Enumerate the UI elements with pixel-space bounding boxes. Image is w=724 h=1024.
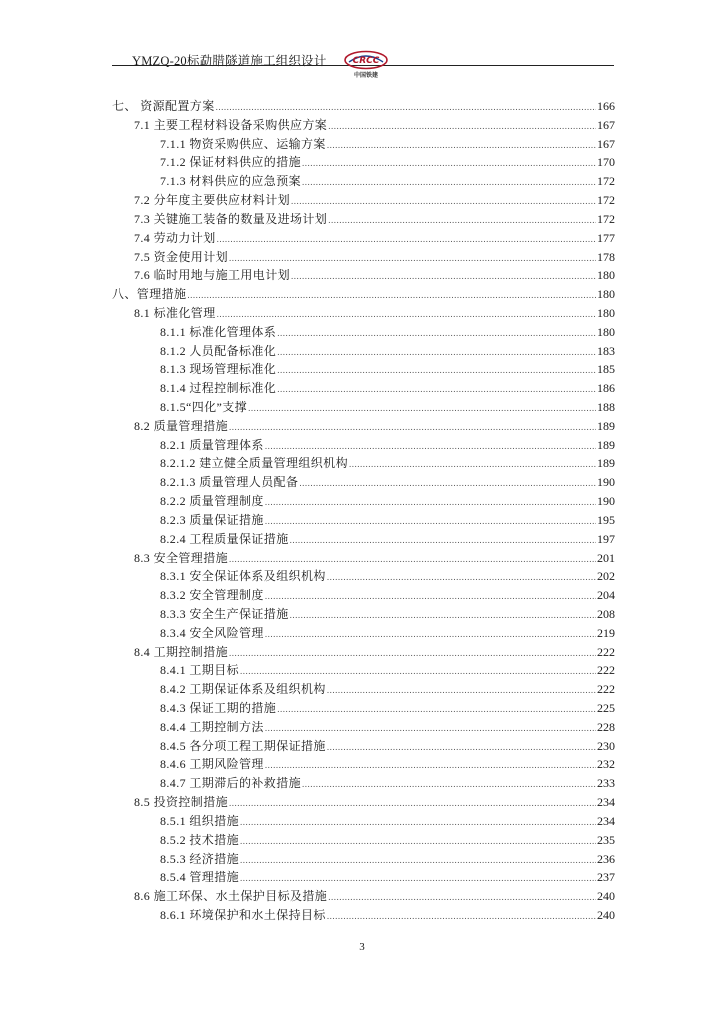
toc-entry-page: 180 xyxy=(597,268,615,283)
toc-entry-title: 7.2 分年度主要供应材料计划 xyxy=(134,193,291,208)
toc-entry-page: 180 xyxy=(597,305,615,320)
toc-entry[interactable] xyxy=(112,868,615,887)
toc-dot-leader xyxy=(327,906,596,926)
toc-entry-title: 7.3 关键施工装备的数量及进场计划 xyxy=(134,211,328,226)
toc-entry[interactable] xyxy=(112,473,615,492)
toc-dot-leader xyxy=(277,360,596,380)
toc-entry-title: 7.1.3 材料供应的应急预案 xyxy=(160,174,302,189)
toc-entry-page: 208 xyxy=(597,606,615,621)
toc-entry[interactable] xyxy=(112,454,615,473)
toc-dot-leader xyxy=(240,868,596,888)
toc-entry-page: 172 xyxy=(597,174,615,189)
toc-entry[interactable] xyxy=(112,793,615,812)
toc-dot-leader xyxy=(240,831,596,851)
toc-entry-page: 172 xyxy=(597,193,615,208)
toc-dot-leader xyxy=(229,793,596,813)
toc-entry-page: 188 xyxy=(597,400,615,414)
toc-entry-page: 240 xyxy=(597,907,615,922)
toc-dot-leader xyxy=(240,812,596,832)
toc-entry-title: 8.3.3 安全生产保证措施 xyxy=(160,606,289,621)
toc-entry[interactable] xyxy=(112,97,615,116)
toc-dot-leader xyxy=(327,567,596,587)
toc-entry[interactable] xyxy=(112,172,615,191)
toc-entry[interactable] xyxy=(112,661,615,680)
toc-entry-title: 7.6 临时用地与施工用电计划 xyxy=(134,268,291,283)
toc-entry[interactable] xyxy=(112,906,615,925)
toc-entry[interactable] xyxy=(112,643,615,662)
toc-entry-title: 8.1.5“四化”支撑 xyxy=(160,400,248,414)
document-title: YMZQ-20标勐腊隧道施工组织设计 xyxy=(132,54,327,68)
toc-dot-leader xyxy=(328,116,596,136)
toc-entry-title: 7.4 劳动力计划 xyxy=(134,230,216,245)
toc-entry[interactable] xyxy=(112,718,615,737)
toc-entry[interactable] xyxy=(112,680,615,699)
toc-entry-title: 8.2.2 质量管理制度 xyxy=(160,494,264,509)
toc-entry-title: 8.5.1 组织措施 xyxy=(160,813,240,828)
toc-entry[interactable] xyxy=(112,266,615,285)
toc-dot-leader xyxy=(265,586,596,606)
toc-entry-page: 195 xyxy=(597,512,615,527)
toc-entry-title: 8.2.1 质量管理体系 xyxy=(160,437,264,452)
toc-dot-leader xyxy=(302,774,596,794)
toc-entry-title: 8.3 安全管理措施 xyxy=(134,550,229,565)
toc-entry-title: 7.5 资金使用计划 xyxy=(134,249,229,264)
toc-entry[interactable] xyxy=(112,699,615,718)
toc-entry-title: 7.1.2 保证材料供应的措施 xyxy=(160,155,302,170)
toc-dot-leader xyxy=(265,624,596,644)
toc-entry-page: 178 xyxy=(597,249,615,264)
toc-entry-page: 186 xyxy=(597,381,615,396)
toc-dot-leader xyxy=(327,135,596,155)
toc-entry-page: 202 xyxy=(597,569,615,584)
toc-entry-title: 七、 资源配置方案 xyxy=(112,99,215,113)
toc-entry[interactable] xyxy=(112,153,615,172)
toc-entry-page: 234 xyxy=(597,795,615,810)
toc-entry-page: 183 xyxy=(597,343,615,358)
toc-entry-page: 170 xyxy=(597,155,615,170)
toc-entry[interactable] xyxy=(112,342,615,361)
logo-text: CRCC xyxy=(352,56,380,66)
toc-entry-title: 8.4.5 各分项工程工期保证措施 xyxy=(160,738,326,753)
toc-entry-title: 7.1.1 物资采购供应、运输方案 xyxy=(160,136,326,151)
toc-entry-title: 8.6 施工环保、水土保护目标及措施 xyxy=(134,889,328,904)
toc-dot-leader xyxy=(290,605,596,625)
toc-entry-title: 8.1.4 过程控制标准化 xyxy=(160,381,277,396)
toc-entry-title: 8.5 投资控制措施 xyxy=(134,795,229,810)
toc-dot-leader xyxy=(302,153,596,173)
toc-dot-leader xyxy=(265,436,596,456)
toc-entry-page: 225 xyxy=(597,701,615,715)
toc-dot-leader xyxy=(248,398,596,418)
toc-entry-page: 240 xyxy=(597,889,615,904)
toc-entry[interactable] xyxy=(112,549,615,568)
toc-entry-title: 8.4.7 工期滞后的补救措施 xyxy=(160,776,302,791)
toc-entry[interactable] xyxy=(112,360,615,379)
toc-entry[interactable] xyxy=(112,755,615,774)
toc-entry-page: 180 xyxy=(597,324,615,339)
crcc-logo xyxy=(343,50,389,80)
toc-entry[interactable] xyxy=(112,304,615,323)
toc-entry-page: 201 xyxy=(597,550,615,565)
toc-entry-page: 233 xyxy=(597,776,615,791)
toc-entry[interactable] xyxy=(112,417,615,436)
toc-entry-title: 7.1 主要工程材料设备采购供应方案 xyxy=(134,117,328,132)
page-number: 3 xyxy=(359,941,365,953)
toc-entry-title: 8.2.3 质量保证措施 xyxy=(160,512,264,527)
toc-dot-leader xyxy=(240,850,596,870)
toc-dot-leader xyxy=(265,755,596,775)
toc-dot-leader xyxy=(229,549,596,569)
toc-dot-leader xyxy=(299,473,596,493)
toc-entry-title: 8.4.1 工期目标 xyxy=(160,663,240,678)
toc-entry-page: 219 xyxy=(597,625,615,640)
toc-dot-leader xyxy=(265,511,596,531)
toc-dot-leader xyxy=(217,229,596,249)
toc-entry-page: 167 xyxy=(597,136,615,151)
toc-entry[interactable] xyxy=(112,812,615,831)
toc-entry[interactable] xyxy=(112,624,615,643)
toc-entry[interactable] xyxy=(112,210,615,229)
toc-entry-title: 8.5.3 经济措施 xyxy=(160,851,240,866)
toc-entry-title: 8.2 质量管理措施 xyxy=(134,418,229,433)
page-header xyxy=(112,48,614,80)
toc-entry-title: 8.4.4 工期控制方法 xyxy=(160,719,264,734)
toc-entry-title: 8.4.3 保证工期的措施 xyxy=(160,701,277,715)
toc-dot-leader xyxy=(265,492,596,512)
toc-entry-page: 190 xyxy=(597,475,615,490)
toc-dot-leader xyxy=(349,454,596,474)
toc-entry-title: 8.1.2 人员配备标准化 xyxy=(160,343,277,358)
toc-entry-title: 8.2.4 工程质量保证措施 xyxy=(160,531,289,546)
toc-dot-leader xyxy=(291,266,596,286)
toc-entry-page: 235 xyxy=(597,832,615,847)
toc-entry[interactable] xyxy=(112,887,615,906)
toc-dot-leader xyxy=(217,304,596,324)
toc-entry[interactable] xyxy=(112,831,615,850)
toc-entry-page: 189 xyxy=(597,456,615,471)
toc-dot-leader xyxy=(327,737,596,757)
toc-dot-leader xyxy=(277,342,596,362)
toc-entry-page: 232 xyxy=(597,757,615,772)
toc-entry-title: 8.3.4 安全风险管理 xyxy=(160,625,264,640)
toc-dot-leader xyxy=(187,285,596,305)
toc-entry[interactable] xyxy=(112,379,615,398)
toc-entry-title: 8.4.6 工期风险管理 xyxy=(160,757,264,772)
toc-entry-title: 8.1.1 标准化管理体系 xyxy=(160,324,277,339)
toc-entry-page: 185 xyxy=(597,362,615,377)
logo-caption: 中国铁建 xyxy=(353,72,378,79)
toc-dot-leader xyxy=(302,172,596,192)
toc-entry[interactable] xyxy=(112,285,615,304)
toc-entry-page: 222 xyxy=(597,644,615,659)
toc-entry-title: 8.5.4 管理措施 xyxy=(160,870,240,885)
toc-dot-leader xyxy=(229,248,596,268)
toc-dot-leader xyxy=(229,643,596,663)
toc-entry-page: 167 xyxy=(597,117,615,132)
toc-dot-leader xyxy=(327,680,596,700)
toc-entry-page: 230 xyxy=(597,738,615,753)
toc-dot-leader xyxy=(277,699,596,719)
table-of-contents xyxy=(112,97,615,925)
toc-entry[interactable] xyxy=(112,530,615,549)
toc-entry[interactable] xyxy=(112,605,615,624)
toc-entry[interactable] xyxy=(112,191,615,210)
toc-entry[interactable] xyxy=(112,850,615,869)
toc-entry-title: 八、管理措施 xyxy=(112,287,187,302)
toc-dot-leader xyxy=(229,417,596,437)
toc-entry[interactable] xyxy=(112,492,615,511)
crcc-logo-icon xyxy=(343,50,389,70)
toc-dot-leader xyxy=(328,210,596,230)
toc-entry-title: 8.4.2 工期保证体系及组织机构 xyxy=(160,682,326,697)
toc-entry-page: 222 xyxy=(597,663,615,678)
toc-entry-page: 204 xyxy=(597,588,615,603)
toc-entry-page: 180 xyxy=(597,287,615,302)
toc-entry-page: 166 xyxy=(597,99,615,113)
toc-entry[interactable] xyxy=(112,248,615,267)
toc-entry[interactable] xyxy=(112,398,615,417)
toc-dot-leader xyxy=(290,530,596,550)
toc-entry-page: 172 xyxy=(597,211,615,226)
toc-entry-page: 190 xyxy=(597,494,615,509)
toc-dot-leader xyxy=(265,718,596,738)
toc-entry[interactable] xyxy=(112,436,615,455)
toc-entry[interactable] xyxy=(112,229,615,248)
toc-entry[interactable] xyxy=(112,135,615,154)
toc-entry[interactable] xyxy=(112,511,615,530)
toc-dot-leader xyxy=(328,887,596,907)
toc-entry-title: 8.3.1 安全保证体系及组织机构 xyxy=(160,569,326,584)
toc-entry-page: 236 xyxy=(597,851,615,866)
toc-entry-page: 228 xyxy=(597,719,615,734)
toc-entry-title: 8.1 标准化管理 xyxy=(134,305,216,320)
toc-entry-title: 8.5.2 技术措施 xyxy=(160,832,240,847)
toc-dot-leader xyxy=(277,323,596,343)
toc-entry-title: 8.2.1.2 建立健全质量管理组织机构 xyxy=(160,456,349,471)
toc-entry-title: 8.1.3 现场管理标准化 xyxy=(160,362,277,377)
toc-dot-leader xyxy=(277,379,596,399)
toc-entry-title: 8.4 工期控制措施 xyxy=(134,644,229,659)
toc-entry[interactable] xyxy=(112,586,615,605)
toc-entry-page: 189 xyxy=(597,437,615,452)
toc-entry-title: 8.3.2 安全管理制度 xyxy=(160,588,264,603)
toc-entry[interactable] xyxy=(112,567,615,586)
toc-entry-page: 234 xyxy=(597,813,615,828)
toc-entry-title: 8.2.1.3 质量管理人员配备 xyxy=(160,475,299,490)
toc-entry[interactable] xyxy=(112,116,615,135)
toc-entry-page: 189 xyxy=(597,418,615,433)
toc-entry-page: 237 xyxy=(597,870,615,885)
toc-entry[interactable] xyxy=(112,323,615,342)
toc-entry-title: 8.6.1 环境保护和水土保持目标 xyxy=(160,907,326,922)
toc-dot-leader xyxy=(216,97,596,117)
toc-dot-leader xyxy=(240,661,596,681)
toc-dot-leader xyxy=(291,191,596,211)
toc-entry[interactable] xyxy=(112,774,615,793)
toc-entry-page: 197 xyxy=(597,531,615,546)
toc-entry-page: 222 xyxy=(597,682,615,697)
toc-entry[interactable] xyxy=(112,737,615,756)
toc-entry-page: 177 xyxy=(597,230,615,245)
